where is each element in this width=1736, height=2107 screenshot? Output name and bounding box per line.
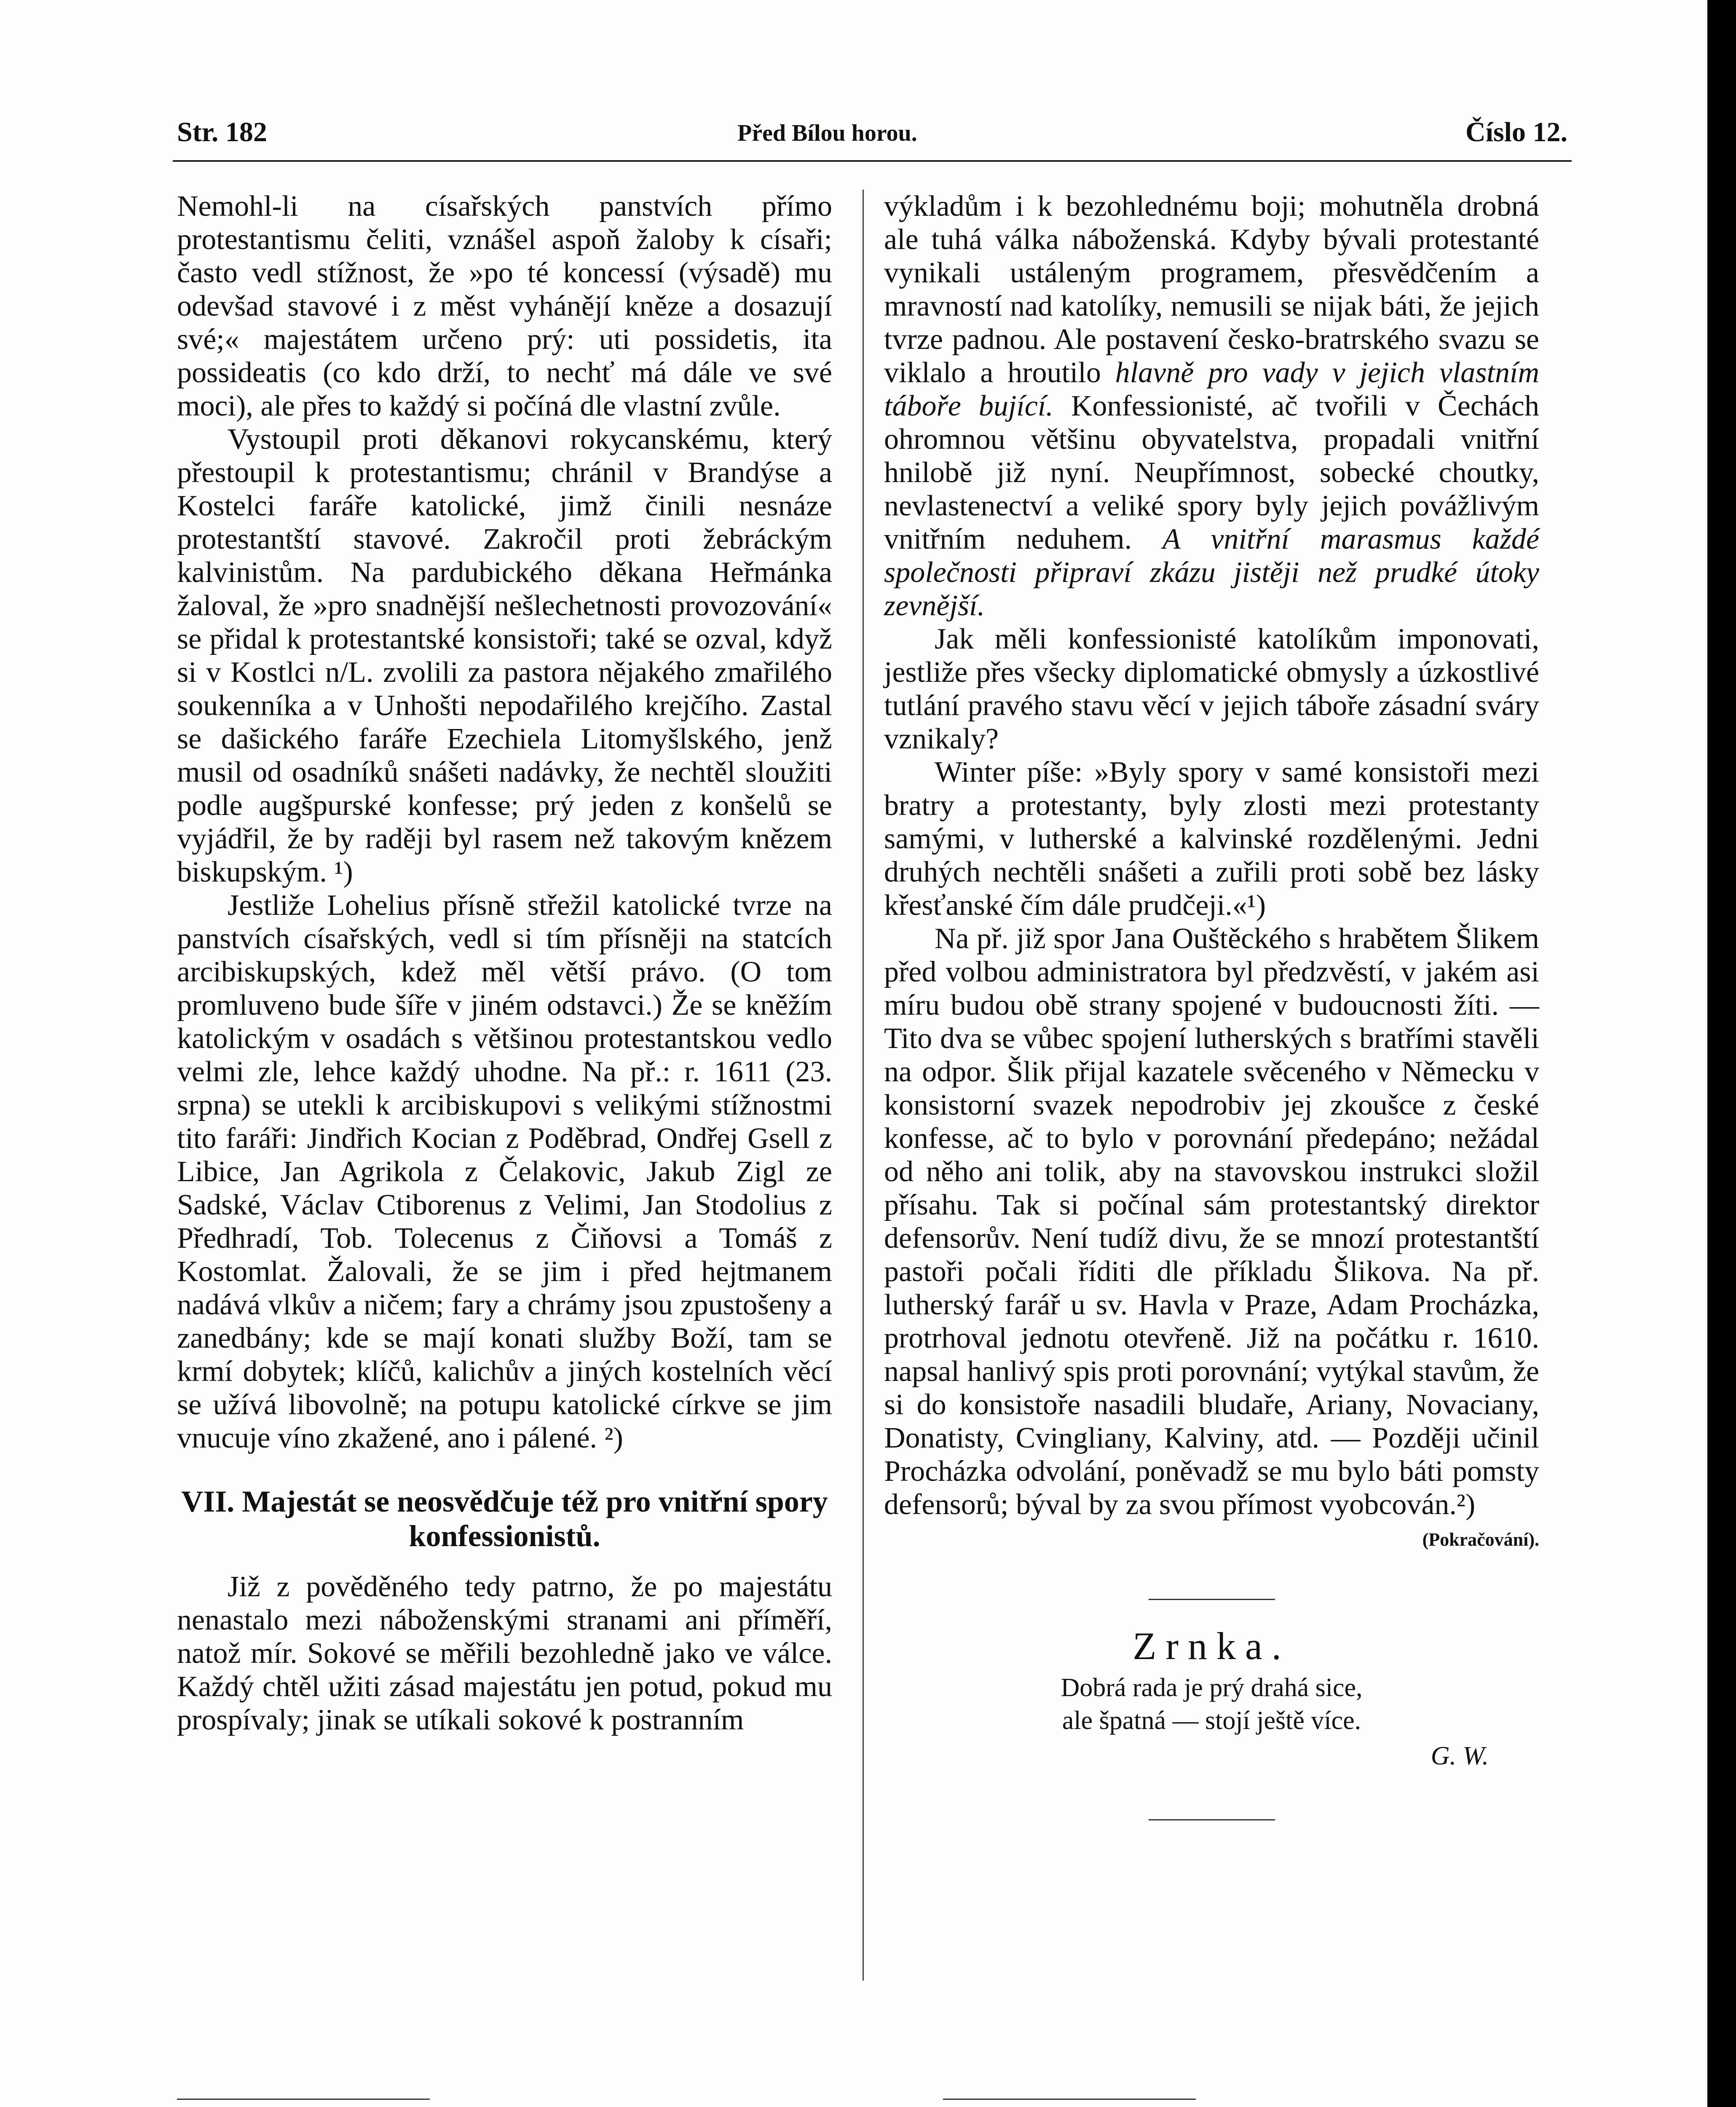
emphasis: hlavně pro vady v jejich vlastním táboře bující. [884,357,1539,422]
poem-line: ale špatná — stojí ještě více. [1062,1706,1361,1735]
column-divider [863,190,864,1981]
paragraph: Již z pověděného tedy patrno, že po majestátu nenastalo mezi náboženskými stranami ani příměří, natož mír. Sokové se měřili bezohledně jako ve válce. Každý chtěl užiti zásad majestátu jen potud, pokud mu prospívaly; jinak se utíkali sokové k postranním [177,1571,832,1736]
text-run: výkladům i k bezohlednému boji; mohutněla drobná ale tuhá válka náboženská. Kdyby bývali protestanté vynikali ustáleným programem, přesvědčením a mravností nad katolíky, nemusili se nijak báti, že jejich tvrze padnou. Ale postavení česko-bratrského svazu se viklalo a hroutilo [884,190,1539,389]
page-number: Str. 182 [177,117,267,147]
footnote-rule [943,2099,1196,2100]
poem-signature: G. W. [1431,1742,1489,1770]
continued-note: (Pokračování). [1422,1529,1539,1550]
scan-edge [1707,0,1736,2107]
section-rule [1149,1599,1275,1600]
paragraph [884,190,1539,622]
zrnka-title: Zrnka. [1133,1624,1291,1667]
section-heading: VII. Majestát se neosvědčuje též pro vnitřní spory konfessionistů. [181,1485,828,1553]
left-column [177,190,832,1737]
paragraph: Na př. již spor Jana Ouštěckého s hrabětem Šlikem před volbou administratora byl předzvěstí, v jakém asi míru budou obě strany spojené v budoucnosti žíti. — Tito dva se vůbec spojení lutherských s bratřími stavěli na odpor. Šlik přijal kazatele svěceného v Německu v konsistorní svazek nepodrobiv jej zkoušce z české konfesse, ač to bylo v porovnání předepáno; nežádal od něho ani tolik, aby na stavovskou instrukci složil přísahu. Tak si počínal sám protestantský direktor defensorův. Není tudíž divu, že se mnozí protestantští pastoři počali říditi dle příkladu Šlikova. Na př. lutherský farář u sv. Havla v Praze, Adam Procházka, protrhoval jednotu otevřeně. Již na počátku r. 1610. napsal hanlivý spis proti porovnání; vytýkal stavům, že si do konsistoře nasadili bludaře, Ariany, Novaciany, Donatisty, Cvingliany, Kalviny, atd. — Později učinil Procházka odvolání, poněvadž se mu bylo báti pomsty defensorů; býval by za svou přímost vyobcován.²) [884,922,1539,1521]
emphasis: A vnitřní marasmus každé společnosti připraví zkázu jistěji než prudké útoky zevnější. [884,523,1539,622]
paragraph: Jak měli konfessionisté katolíkům imponovati, jestliže přes všecky diplomatické obmysly a úzkostlivé tutlání pravého stavu věcí v jejich táboře zásadní sváry vznikaly? [884,623,1539,755]
section-rule [1149,1819,1275,1820]
paragraph: Nemohl-li na císařských panstvích přímo protestantismu čeliti, vznášel aspoň žaloby k císaři; často vedl stížnost, že »po té koncessí (výsadě) mu odevšad stavové i z měst vyhánějí kněze a dosazují své;« majestátem určeno prý: uti possidetis, ita possideatis (co kdo drží, to nechť má dále ve své moci), ale přes to každý si počíná dle vlastní zvůle. [177,190,832,422]
journal-title: Před Bílou horou. [737,120,917,146]
poem-line: Dobrá rada je prý drahá sice, [1061,1673,1363,1702]
paragraph: Jestliže Lohelius přísně střežil katolické tvrze na panstvích císařských, vedl si tím přísněji na statcích arcibiskupských, kdež měl větší právo. (O tom promluveno bude šíře v jiném odstavci.) Že se kněžím katolickým v osadách s většinou protestantskou vedlo velmi zle, lehce každý uhodne. Na př.: r. 1611 (23. srpna) se utekli k arcibiskupovi s velikými stížnostmi tito faráři: Jindřich Kocian z Poděbrad, Ondřej Gsell z Libice, Jan Agrikola z Čelakovic, Jakub Zigl ze Sadské, Václav Ctiborenus z Velimi, Jan Stodolius z Předhradí, Tob. Tolecenus z Čiňovsi a Tomáš z Kostomlat. Žalovali, že se jim i před hejtmanem nadává vlkův a ničem; fary a chrámy jsou zpustošeny a zanedbány; kde se mají konati služby Boží, tam se krmí dobytek; klíčů, kalichův a jiných kostelních věcí se užívá libovolně; na potupu katolické církve se jim vnucuje víno zkažené, ano i pálené. ²) [177,889,832,1454]
issue-number: Číslo 12. [1465,117,1567,147]
running-header [177,116,1567,158]
paragraph: Winter píše: »Byly spory v samé konsistoři mezi bratry a protestanty, byly zlosti mezi protestanty samými, v lutherské a kalvinské rozdělenými. Jedni druhých nechtěli snášeti a zuřili proti sobě bez lásky křesťanské čím dále prudčeji.«¹) [884,756,1539,922]
footnote-rule [177,2099,430,2100]
header-rule [173,160,1572,162]
paragraph: Vystoupil proti děkanovi rokycanskému, který přestoupil k protestantismu; chránil v Brandýse a Kostelci faráře katolické, jimž činili nesnáze protestantští stavové. Zakročil proti žebráckým kalvinistům. Na pardubického děkana Heřmánka žaloval, že »pro snadnější nešlechetnosti provozování« se přidal k protestantské konsistoři; také se ozval, když si v Kostlci n/L. zvolili za pastora nějakého zmařilého soukenníka a v Unhošti nepodařilého krejčího. Zastal se dašického faráře Ezechiela Litomyšlského, jenž musil od osadníků snášeti nadávky, že nechtěl sloužiti podle augšpurské konfesse; prý jeden z konšelů se vyjádřil, že by raději byl rasem než takovým knězem biskupským. ¹) [177,423,832,888]
text-run: Konfessionisté, ač tvořili v Čechách ohromnou většinu obyvatelstva, propadali vnitřní hnilobě již nyní. Neupřímnost, sobecké choutky, nevlastenectví a veliké spory byly jejich povážlivým vnitřním neduhem. [884,390,1539,555]
right-column [884,190,1539,1850]
